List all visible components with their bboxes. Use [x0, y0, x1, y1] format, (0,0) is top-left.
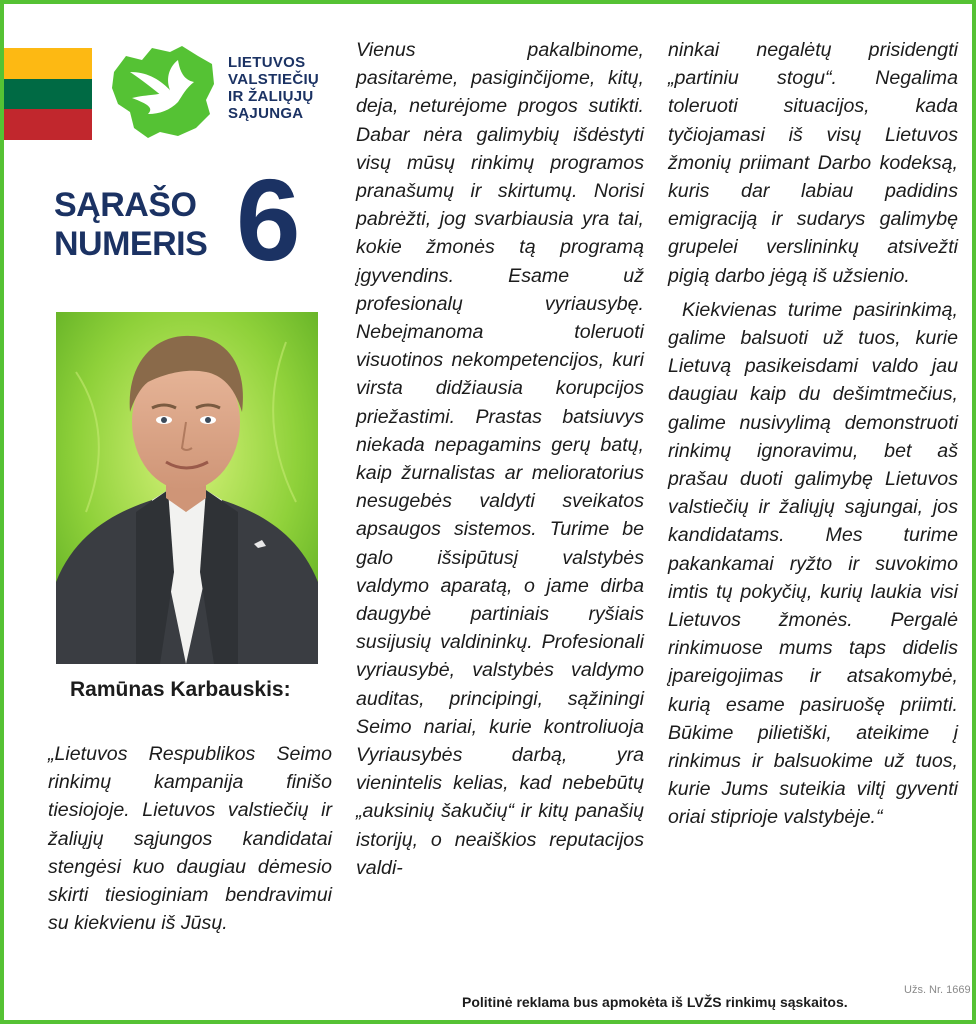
- registration-number: Užs. Nr. 1669: [904, 984, 971, 996]
- article-column-right: [668, 36, 958, 832]
- candidate-portrait: [56, 312, 318, 664]
- article-paragraph: „Lietuvos Respublikos Seimo rinkimų kampanija finišo tiesiojoje. Lietuvos valstiečių ir žaliųjų sąjungos kandidatai stengėsi kuo daugiau dėmesio skirti tiesioginiam bendravimui su kiekvienu iš Jūsų.: [48, 743, 332, 935]
- article-paragraph: Vienus pakalbinome, pasitarėme, pasiginčijome, kitų, deja, neturėjome progos sutikti. Dabar nėra galimybių išdėstyti visų mūsų rinkimų programos pranašumų ir skirtumų. Norisi pabrėžti, jog svarbiausia yra tai, kokie žmonės tą programą įgyvendins. Esame už profesionalų vyriausybę. Nebeįmanoma toleruoti visuotinos nekompetencijos, kuri virsta didžiausia korupcijos priežastimi. Prastas batsiuvys niekada nepagamins gerų batų, kaip žurnalistas ar melioratorius nesugebės valdyti sveikatos apsaugos sistemos. Turime be galo išsipūtusį valstybės valdymo aparatą, o jame dirba daugybė partiniais ryšiais susijusių valdininkų. Profesionali vyriausybė, valstybės valdymo auditas, principingi, sąžiningi Seimo nariai, kurie kontroliuoja Vyriausybės darbą, yra vienintelis kelias, kad nebebūtų „auksinių šakučių“ ir kitų panašių istorijų, o neaiškios reputacijos valdi-: [356, 39, 644, 879]
- list-label-line-1: SĄRAŠO: [54, 186, 197, 224]
- lithuanian-flag: [4, 48, 92, 140]
- article-paragraph: ninkai negalėtų prisidengti „partiniu stogu“. Negalima toleruoti situacijos, kada tyčiojamasi iš visų Lietuvos žmonių priimant Darbo kodeksą, kuris dar labiau padidins emigraciją ir sudarys galimybę grupelei verslininkų atsivežti pigią darbo jėgą iš užsienio.: [668, 39, 958, 287]
- party-name-line-4: SĄJUNGA: [228, 105, 304, 122]
- lithuania-map-dove-icon: [108, 42, 218, 140]
- party-name: [228, 54, 319, 122]
- flag-stripe-green: [4, 79, 92, 110]
- party-name-line-3: IR ŽALIŲJŲ: [228, 88, 314, 105]
- flag-stripe-red: [4, 109, 92, 140]
- candidate-name: Ramūnas Karbauskis:: [70, 678, 291, 701]
- list-number: 6: [236, 155, 301, 285]
- flag-stripe-yellow: [4, 48, 92, 79]
- party-name-line-1: LIETUVOS: [228, 54, 306, 71]
- list-label: [54, 186, 207, 264]
- political-ad-disclaimer: Politinė reklama bus apmokėta iš LVŽS rinkimų sąskaitos.: [462, 994, 848, 1010]
- list-label-line-2: NUMERIS: [54, 225, 208, 263]
- party-name-line-2: VALSTIEČIŲ: [228, 71, 320, 88]
- candidate-photo: [56, 312, 318, 664]
- article-column-middle: [356, 36, 644, 882]
- article-column-left: [48, 740, 332, 937]
- article-paragraph: Kiekvienas turime pasirinkimą, galime balsuoti už tuos, kurie Lietuvą pasikeisdami valdo jau daugiau kaip du dešimtmečius, galime nusivylimą demonstruoti rinkimų ignoravimu, bet aš prašau duoti galimybę Lietuvos valstiečių ir žaliųjų sąjungai, jos kandidatams. Mes turime pakankamai ryžto ir suvokimo imtis tų pokyčių, kurių laukia visi Lietuvos žmonės. Pergalė rinkimuose mums taps didelis įpareigojimas ir atsakomybė, kurią esame pasiruošę priimti. Būkime pilietiški, ateikime į rinkimus ir balsuokime už tuos, kurie Jums suteikia viltį gyventi oriai stiprioje valstybėje.“: [668, 298, 958, 829]
- party-logo: [108, 42, 218, 140]
